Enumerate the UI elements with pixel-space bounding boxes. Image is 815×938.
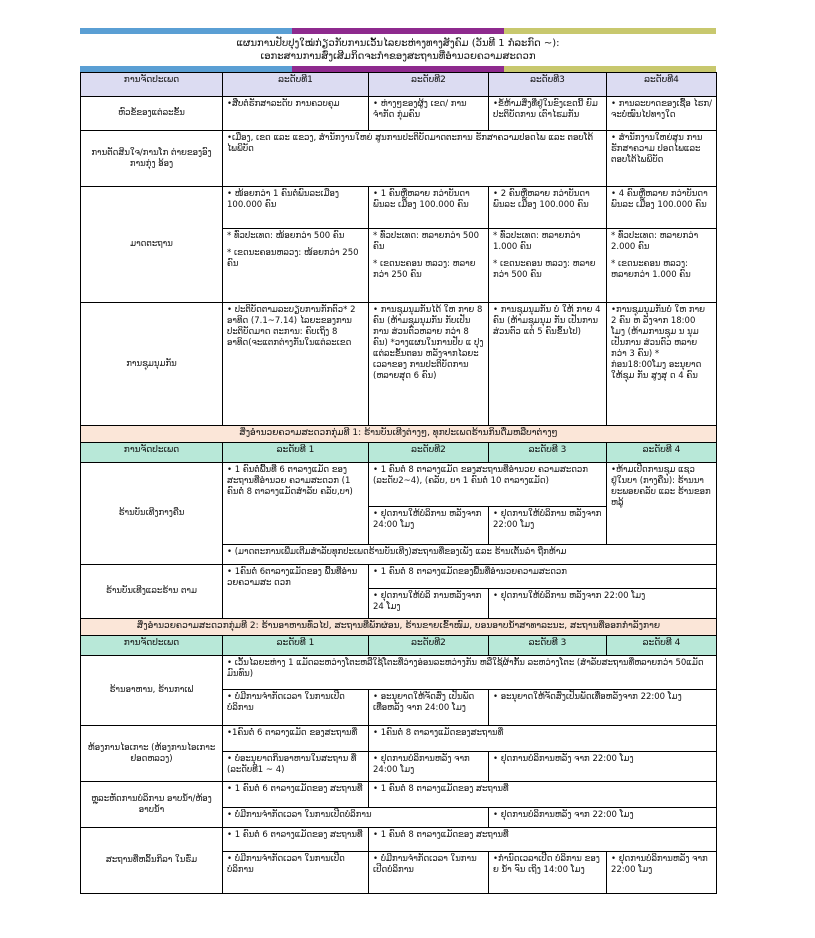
cell: • ບໍ່ມີການຈຳກັດເວລາ ໃນການເປີດບໍລິການ [223, 690, 369, 726]
cell: • 1 ຄົນຕໍ່ 8 ຕາລາງແມັດຂອງ ສະຖານທີ່ [369, 828, 717, 852]
header-level-4: ລະດັບທີ 4 [607, 636, 717, 656]
cell: • ຢຸດການບໍລິການຫລັງ ຈາກ 22:00 ໂມງ [489, 752, 717, 782]
cell [369, 229, 489, 303]
section-title-row [81, 619, 717, 636]
cell: • 1 ຄົນຕໍ່ພື້ນທີ່ 6 ຕາລາງແມັດ ຂອງສະຖານທີ່ອຳນວຍ ຄວາມສະດວກ (1 ຄົນຕໍ່ 8 ຕາລາງແມັດສຳລັບ ຄລັບ,ບາ) [223, 463, 369, 545]
cell: • ຢຸດການບໍລິການຫລັງ ຈາກ 22:00 ໂມງ [607, 852, 717, 894]
top-color-bar-olive [504, 28, 716, 34]
row-label: ຫຼຸລະຫັດການບໍລິການ ອາບນ້ຳ/ຫ້ອງອາບນ້ຳ [81, 782, 223, 828]
cell-line: * ເຂດນະຄອນ ຫລວງ: ຫລາຍກວ່າ 1.000 ຄົນ [611, 259, 691, 280]
cell: •ເມືອງ, ເຂດ ແລະ ແຂວງ, ສຳນັກງານໃຫຍ່ ສູນການປະຕິບັດມາດຕະການ ຮັກສາຄວາມປອດໄພ ແລະ ຕອບໂຕ້ໄພພິບັດ [223, 131, 607, 187]
cell [223, 229, 369, 303]
cell: • ການລະບາດຂອງເຊື້ອ ໄຮກ/ ຈະບໍ່ໝົນໄປທາງໃດ [607, 97, 717, 131]
cell: • ອະນຸຍາດໃຫ້ຈັດສົ່ງ ເປັນພັດເທື່ອຫລັງ ຈາກ 24:00 ໂມງ [369, 690, 489, 726]
cell: •ຫ້າມເປີດການຊຸມ ແຊວ ຢູ່ໃນບາ (ກາງຄືນ): ຮ້ານນາຍະພອຍຄລັບ ແລະ ຮ້ານຂອກ ຫລູ້ [607, 463, 717, 545]
cell: •1ຄົນຕໍ່ 6 ຕາລາງແມັດ ຂອງສະຖານທີ່ [223, 726, 369, 752]
cell-line: * ທົ່ວປະເທດ: ຫລາຍກວ່າ 500 ຄົນ [373, 231, 480, 252]
row-label: ຮ້ານບັນເທີງແລະຮ້ານ ຕາມ [81, 565, 223, 619]
header-level-1: ລະດັບທີ1 [223, 73, 369, 97]
cell [489, 229, 607, 303]
header-level-4: ລະດັບທີ4 [607, 73, 717, 97]
cell: • 1 ຄົນຕໍ່ 6 ຕາລາງແມັດຂອງ ສະຖານທີ່ [223, 782, 369, 808]
cell: • 1 ຄົນຕໍ່ 8 ຕາລາງແມັດຂອງພື້ນທີ່ອຳນວຍຄວາມສະດວກ [369, 565, 717, 589]
cell: • ຢຸດການບໍລິການຫລັງ ຈາກ 24:00 ໂມງ [369, 752, 489, 782]
cell: • 4 ຄົນຫຼືຫລາຍ ກວ່າບັນດາພົນລະ ເມືອງ 100.000 ຄົນ [607, 187, 717, 229]
table-row [81, 656, 717, 690]
header-category: ການຈັດປະເພດ [81, 443, 223, 463]
table-row [81, 463, 717, 507]
cell: • ໜ້ອຍກວ່າ 1 ຄົນຕໍ່ພົນລະເມືອງ 100.000 ຄົນ [223, 187, 369, 229]
header-level-2: ລະດັບທີ2 [369, 443, 489, 463]
cell: • ອະນຸຍາດໃຫ້ຈັດສົ່ງເປັນພັດເທື່ອຫລັງຈາກ 22:00 ໂມງ [489, 690, 717, 726]
cell [607, 229, 717, 303]
row-label: ການຊຸມນຸມກັນ [81, 303, 223, 426]
cell: • 1 ຄົນຕໍ່ 6 ຕາລາງແມັດຂອງ ສະຖານທີ່ [223, 828, 369, 852]
header-category: ການຈັດປະເພດ [81, 636, 223, 656]
cell: • ບໍ່ມີການຈຳກັດເວລາ ໃນການເປີດບໍລິການ [223, 808, 489, 828]
row-label: ຫ້ອງການໄອເກາະ (ຫ້ອງການໄອເກາະຢອດຫລວງ) [81, 726, 223, 782]
cell: • 1ຄົນຕໍ່ 6ຕາລາງແມັດຂອງ ພື້ນທີ່ອຳນ ວຍຄວາມສະ ດວກ [223, 565, 369, 619]
table-row [81, 97, 717, 131]
table-row [81, 726, 717, 752]
cell: •ກຳນົດເວລາເປີດ ບໍລິການ ຂອງຍ ນ້ຳ ຈົນ ເຖິງ 14:00 ໂມງ [489, 852, 607, 894]
cell: • 2 ຄົນຫຼືຫລາຍ ກວ່າບັນດາພົນລະ ເມືອງ 100.000 ຄົນ [489, 187, 607, 229]
cell: • ຢຸດການໃຫ້ບໍລິການ ຫລັງຈາກ 24:00 ໂມງ [369, 507, 489, 545]
table-header-row [81, 73, 717, 97]
table-row [81, 565, 717, 589]
table-row [81, 131, 717, 187]
cell: • ການຊຸມນຸມກັນ ບໍ່ ໃຫ້ ກາຍ 4 ຄົນ (ຫ້າມຊຸມນຸມ ກັນ ເປັນການ ສ່ວນຕົວ ແຕ່ 5 ຄົນຂຶ້ນໄປ) [489, 303, 607, 426]
cell: • 1 ຄົນຫຼືຫລາຍ ກວ່າບັນດາພົນລະ ເມືອງ 100.000 ຄົນ [369, 187, 489, 229]
cell: • 1 ຄົນຕໍ່ 8 ຕາລາງແມັດຂອງ ສະຖານທີ່ [369, 782, 717, 808]
row-label: ມາດຕະຖານ [81, 187, 223, 303]
cell-line: * ເຂດນະຄອນ ຫລວງ: ຫລາຍກວ່າ 250 ຄົນ [373, 259, 476, 280]
section-header-row [81, 443, 717, 463]
header-level-2: ລະດັບທີ2 [369, 73, 489, 97]
table-row [81, 187, 717, 229]
table-row [81, 303, 717, 426]
section-title-row [81, 426, 717, 443]
cell: •ການຊຸມນຸມກັນບໍ່ ໃຫ ກາຍ 2 ຄົນ ຫ ລັງຈາກ 18:00 ໂມງ (ຫ້າມການຊຸມ ນ ນຸມເປັນການ ສ່ວນຕົວ ຫລາຍ ກວ່າ 3 ຄົນ) * ກ່ອນ18:00ໂມງ ອະນຸຍາດໃຫ້ຊຸມ ກັນ ສູງສຸ ດ 4 ຄົນ [607, 303, 717, 426]
cell: • ບໍ່ອະນຸຍາດກິນອາຫານໃນສະຖານ ທີ່ (ລະດັບທີ1 ~ 4) [223, 752, 369, 782]
row-label: ຮ້ານບັນເທີງກາງຄືນ [81, 463, 223, 565]
cell: • ບໍ່ມີການຈຳກັດເວລາ ໃນການເປີດບໍລິການ [223, 852, 369, 894]
cell-line: * ເຂດນະຄອນ ຫລວງ: ຫລາຍກວ່າ 500 ຄົນ [493, 259, 596, 280]
policy-table [80, 72, 717, 894]
header-level-1: ລະດັບທີ 1 [223, 443, 369, 463]
top-color-bar-blue [80, 28, 292, 34]
cell-line: * ທົ່ວປະເທດ: ໜ້ອຍກວ່າ 500 ຄົນ [227, 231, 345, 241]
section-1-title: ສິ່ງອຳນວຍຄວາມສະດວກກຸ່ມທີ 1: ຮ້ານບັນເທີງຕ່າງໆ, ທຸກປະເພດຮ້ານກິນດື່ມຫລືບາຕ່າງໆ [81, 426, 717, 443]
cell: • ຢຸດການໃຫ້ບໍລິການ ຫລັງຈາກ 22:00 ໂມງ [489, 507, 607, 545]
row-label: ການຕັດສິນໃຈ/ການໂກ ຕ່າຍຂອງອົງການກຸ່ງ ອ້ອງ [81, 131, 223, 187]
cell: • ຢຸດການໃຫ້ບໍລິ ການຫລັງຈາກ 24 ໂມງ [369, 589, 489, 619]
cell: • ຫ່າງໆຂອງຜູ້ງ ເຂດ/ ການຈຳກັດ ກຸ່ມຄົນ [369, 97, 489, 131]
cell: • 1 ຄົນຕໍ່ 8 ຕາລາງແມັດ ຂອງສະຖານທີ່ອຳນວຍ ຄວາມສະດວກ (ລະດັບ2~4), (ຄລັບ, ບາ 1 ຄົນຕໍ່ 10 ຕາລາງແມັດ) [369, 463, 607, 507]
section-header-row [81, 636, 717, 656]
cell-line: * ທົ່ວປະເທດ: ຫລາຍກວ່າ 2.000 ຄົນ [611, 231, 699, 252]
document-title-line1: ແຜນການປັບປຸງໃໝ່ກ່ຽວກັບການເວັ້ນໄລຍະຫ່າງທາງສັງຄົມ (ວັນທີ 1 ກໍລະກົດ ~): [236, 38, 560, 49]
top-color-bar-purple [292, 28, 504, 34]
table-row [81, 828, 717, 852]
cell: •ສືບຕໍ່ຮັກສາລະດັບ ການຄວບຄຸມ [223, 97, 369, 131]
cell: • 1ຄົນຕໍ່ 8 ຕາລາງແມັດຂອງສະຖານທີ່ [369, 726, 717, 752]
table-row [81, 782, 717, 808]
header-level-1: ລະດັບທີ 1 [223, 636, 369, 656]
cell: •ຂໍ້ຫ້າມສິ່ງທີ່ຢູ່ໃນຂົງເຂດນີ້ ຍົມປະຕິບັດການ ເຕົາໄຮມກັນ [489, 97, 607, 131]
section-2-title: ສິ່ງອຳນວຍຄວາມສະດວກກຸ່ມທີ 2: ຮ້ານອາຫານທົ່ວໄປ, ສະຖານທີ່ພັກຜ່ອນ, ຮ້ານຂາຍເຂົ້າໜົມ, ບອນອາບນ້ຳສາທາລະນະ, ສະຖານທີ່ອອກກຳລັງກາຍ [81, 619, 717, 636]
header-level-3: ລະດັບທີ 3 [489, 443, 607, 463]
row-label: ຫົວຂໍ້ຂອງແຕ່ລະຂັ້ນ [81, 97, 223, 131]
header-level-3: ລະດັບທີ 3 [489, 636, 607, 656]
header-level-4: ລະດັບທີ 4 [607, 443, 717, 463]
header-level-2: ລະດັບທີ2 [369, 636, 489, 656]
header-level-3: ລະດັບທີ3 [489, 73, 607, 97]
cell-line: * ທົ່ວປະເທດ: ຫລາຍກວ່າ 1.000 ຄົນ [493, 231, 581, 252]
cell: • ບໍ່ມີການຈຳກັດເວລາ ໃນການເປີດບໍລິການ [369, 852, 489, 894]
cell: • ສຳນັກງານໃຫຍ່ສູນ ການຮັກສາຄວາມ ປອດໄພແລະ ຕອບໂຕ້ໄພພິບັດ [607, 131, 717, 187]
cell: • ການຊຸມນຸມກັນໄດ້ ໃຫ ກາຍ 8 ຄົນ (ຫ້າມຊຸມນຸມກັນ ກັບເປັນການ ສ່ວນຕົວຫລາຍ ກວ່າ 8 ຄົນ) *ວາງແຜນໃນການປັບ ແ ປຸງແຕ່ລະຂັ້ນຕອນ ຫລັງຈາກໄລຍະເວລາຂອງ ການປະຕິບັດການ (ຫລາຍສຸດ 6 ຄົນ) [369, 303, 489, 426]
cell: • ເວັ້ນໄລຍະຫ່າງ 1 ແມັດລະຫວ່າງໂຕະຫລືໃຊ້ໂຕະທີ່ວ່າງອ່ອນລະຫວ່າງກັນ ຫລືໃຊ້ຜ້າກັ້ນ ລະຫວ່າງໂຕະ (ສຳລັບສະຖານທີ່ຫລາຍກວ່າ 50ແມັດມົນທົນ) [223, 656, 717, 690]
row-label: ສະຖານທີ່ຫລິ້ນກິລາ ໃນຮົ່ມ [81, 828, 223, 894]
cell-line: * ເຂດນະຄອນຫລວງ: ໜ້ອຍກວ່າ 250 ຄົນ [227, 248, 359, 269]
row-label: ຮ້ານອາຫານ, ຮ້ານກາເຟ [81, 656, 223, 726]
header-category: ການຈັດປະເພດ [81, 73, 223, 97]
document-title-line2: ເອກະສານການສົ່ງເສີມກິດຈະກຳຂອງສະຖານທີ່ອຳນວຍຄວາມສະດວກ [260, 51, 536, 62]
cell: • ຢຸດການບໍລິການຫລັງ ຈາກ 22:00 ໂມງ [489, 808, 717, 828]
cell: • (ມາດຕະການເພີ່ມເຕີມສຳລັບທຸກປະເພດຮ້ານບັນເທີງ)ສະຖານທີ່ຂອງເພັງ ແລະ ຮ້ານເຕັ້ນລຳ ຖືກຫ້າມ [223, 545, 717, 565]
cell: • ຢຸດການໃຫ້ບໍລິການ ຫລັງຈາກ 22:00 ໂມງ [489, 589, 717, 619]
cell: • ປະຕິບັດຕາມລະບຽບການກັກຕົວ* 2 ອາທິດ (7.1~7.14) ໄລຍະຂອງການປະຕິບັດມາດ ຕະການ: ຄົບເຖິງ 8 ອາທິດ(ຈະແຕກຕ່າງກັນໃນແຕ່ລະເຂດ [223, 303, 369, 426]
